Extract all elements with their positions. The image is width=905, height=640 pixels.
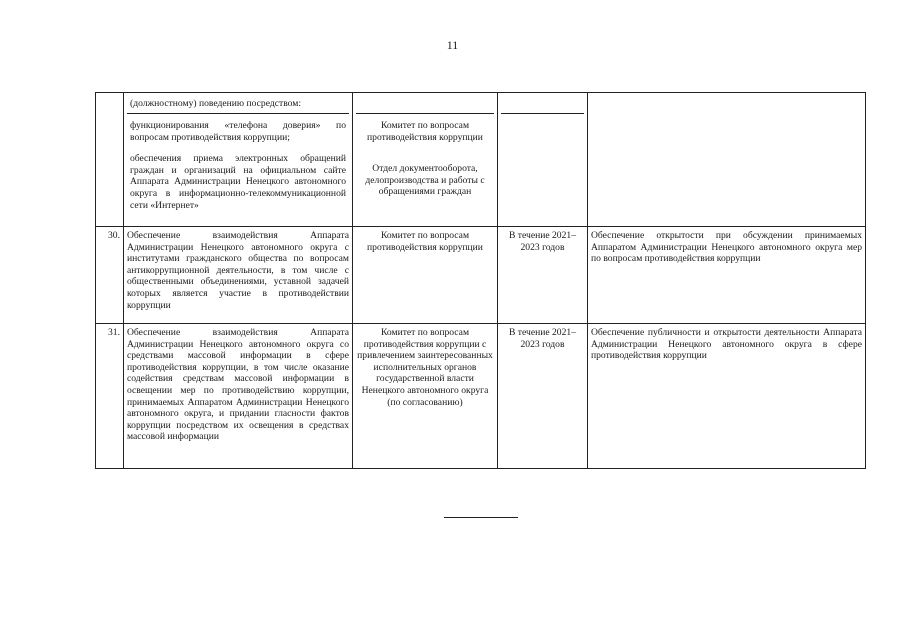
measure-paragraph: (должностному) поведению посредством: — [127, 96, 349, 114]
measure-paragraph: функционирования «телефона доверия» по вопросам противодействия коррупции; — [130, 120, 346, 143]
result-cell: Обеспечение публичности и открытости деятельности Аппарата Администрации Ненецкого автономного округа в сфере противодействия коррупции — [588, 324, 866, 469]
measure-paragraph: обеспечения приема электронных обращений граждан и организаций на официальном сайте Аппарата Администрации Ненецкого автономного округа в информационно-телекоммуникационной сети «Интернет» — [130, 153, 346, 211]
term-cell: В течение 2021–2023 годов — [498, 324, 588, 469]
row-number: 31. — [96, 324, 124, 469]
responsible-cell: Комитет по вопросам противодействия коррупции — [353, 227, 498, 324]
measure-cell — [124, 93, 353, 227]
anti-corruption-plan-table — [95, 92, 866, 469]
responsible-entry: Отдел документооборота, делопроизводства и работы с обращениями граждан — [365, 163, 485, 198]
row-number — [96, 93, 124, 227]
row-number: 30. — [96, 227, 124, 324]
responsible-entry: Комитет по вопросам противодействия коррупции — [367, 120, 483, 143]
table-row — [96, 324, 866, 469]
table-row — [96, 93, 866, 227]
result-cell — [588, 93, 866, 227]
page-number: 11 — [446, 38, 459, 52]
measure-cell: Обеспечение взаимодействия Аппарата Администрации Ненецкого автономного округа с институтами гражданского общества по вопросам антикоррупционной деятельности, в том числе с общественными объединениями, уставной задачей которых является участие в противодействии коррупции — [124, 227, 353, 324]
term-cell: В течение 2021–2023 годов — [498, 227, 588, 324]
term-cell — [498, 93, 588, 227]
responsible-cell: Комитет по вопросам противодействия коррупции с привлечением заинтересованных исполнительных органов государственной власти Ненецкого автономного округа (по согласованию) — [353, 324, 498, 469]
table-row — [96, 227, 866, 324]
end-divider-line — [444, 517, 518, 518]
responsible-cell — [353, 93, 498, 227]
measure-cell: Обеспечение взаимодействия Аппарата Администрации Ненецкого автономного округа со средствами массовой информации в сфере противодействия коррупции, в том числе оказание содействия средствам массовой информации в освещении мер по противодействию коррупции, принимаемых Аппаратом Администрации Ненецкого автономного округа, и придании гласности фактов коррупции посредством их освещения в средствах массовой информации — [124, 324, 353, 469]
result-cell: Обеспечение открытости при обсуждении принимаемых Аппаратом Администрации Ненецкого автономного округа мер по вопросам противодействия коррупции — [588, 227, 866, 324]
